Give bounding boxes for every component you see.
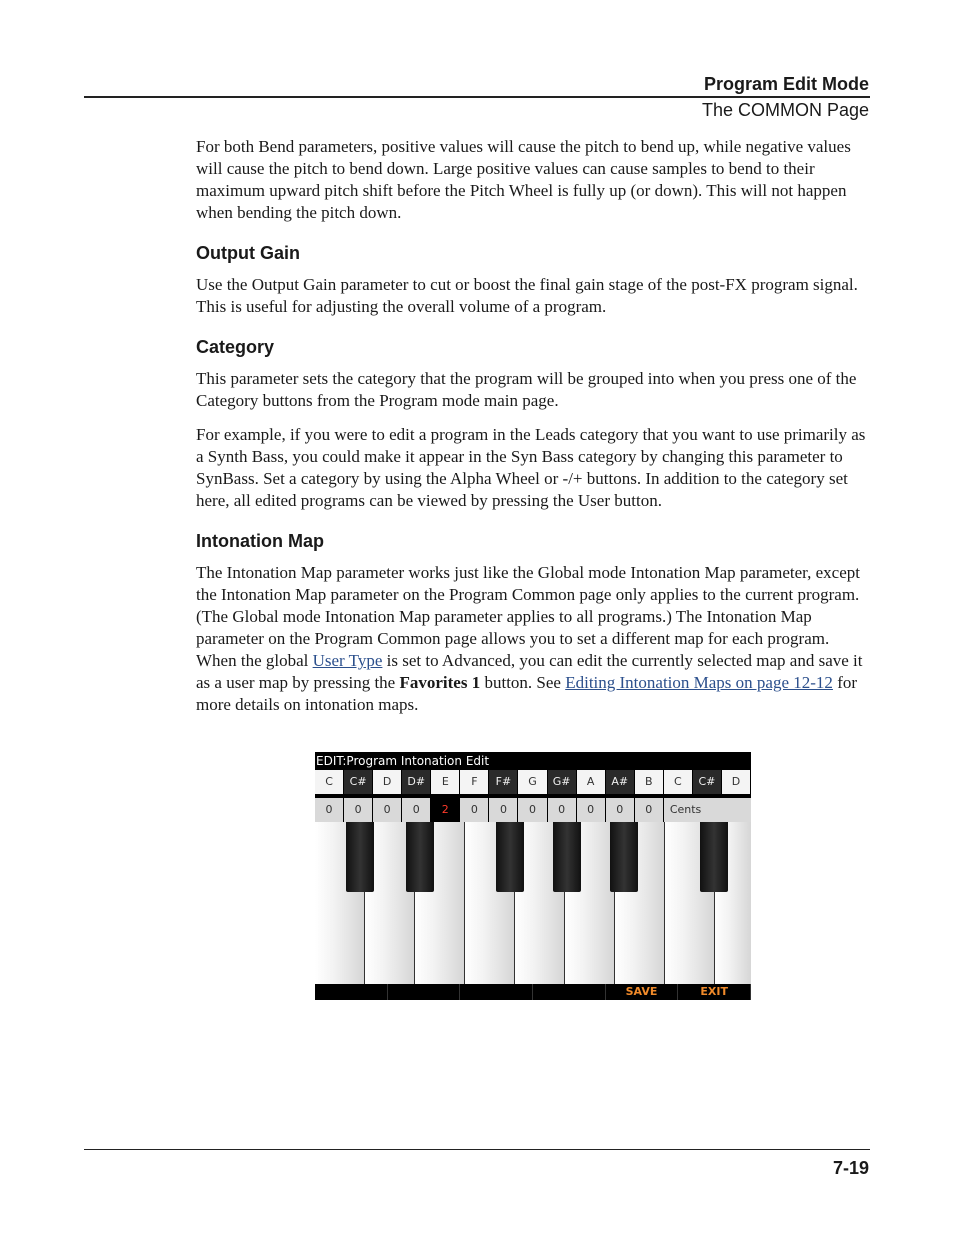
footer-rule (84, 1149, 870, 1150)
softbutton-empty[interactable] (388, 984, 461, 1000)
note-label: E (431, 770, 459, 794)
note-label: A# (606, 770, 634, 794)
intonation-map-paragraph (196, 562, 872, 716)
note-label: C (315, 770, 343, 794)
cents-value[interactable]: 0 (577, 798, 605, 822)
softbutton-empty[interactable] (460, 984, 533, 1000)
cents-value[interactable]: 0 (635, 798, 663, 822)
cents-value[interactable]: 0 (489, 798, 517, 822)
header-subtitle: The COMMON Page (701, 100, 869, 120)
intonation-edit-screen (315, 752, 751, 1000)
screen-title: EDIT:Program Intonation Edit (316, 754, 490, 768)
keyboard-area (315, 770, 751, 984)
note-label: D (373, 770, 401, 794)
cents-value[interactable]: 0 (460, 798, 488, 822)
note-label: B (635, 770, 663, 794)
cents-value[interactable]: 0 (518, 798, 546, 822)
softbutton-save[interactable]: SAVE (606, 984, 679, 1000)
cents-value[interactable]: 0 (606, 798, 634, 822)
note-label: G# (548, 770, 576, 794)
main-content (196, 136, 872, 728)
units-label: Cents (664, 798, 751, 822)
black-key (553, 822, 581, 892)
cents-value[interactable]: 0 (402, 798, 430, 822)
note-label: C (664, 770, 692, 794)
note-label: D# (402, 770, 430, 794)
black-key (610, 822, 638, 892)
category-heading: Category (196, 337, 275, 357)
cents-value[interactable]: 0 (344, 798, 372, 822)
cents-value[interactable]: 0 (373, 798, 401, 822)
favorites-bold: Favorites 1 (399, 673, 481, 692)
cents-value[interactable]: 2 (431, 798, 459, 822)
note-label: G (518, 770, 546, 794)
header-rule (84, 96, 870, 98)
user-type-link[interactable]: User Type (312, 651, 383, 670)
editing-intonation-maps-link[interactable]: Editing Intonation Maps on page 12-12 (565, 673, 833, 692)
header-title: Program Edit Mode (703, 74, 869, 94)
category-paragraph-1: This parameter sets the category that the program will be grouped into when you press one of the Category buttons from the Program mode main page. (196, 369, 857, 410)
intonation-text-start: The Intonation Map parameter works just like the Global mode Intonation Map parameter, except the Intonation Map parameter on the Program Common page only applies to the current program. (The Global mode Intonation Map parameter applies to all programs.) The Intonation Map parameter on the Program Common page allows you to set a different map for each program. When the global (196, 563, 860, 670)
softbutton-empty[interactable] (533, 984, 606, 1000)
black-key (496, 822, 524, 892)
note-label: A (577, 770, 605, 794)
category-paragraph-2: For example, if you were to edit a program in the Leads category that you want to use primarily as a Synth Bass, you could make it appear in the Syn Bass category by changing this parameter to SynBass. Set a category by using the Alpha Wheel or -/+ buttons. In addition to the category set here, all edited programs can be viewed by pressing the User button. (196, 425, 866, 510)
intonation-text-end: for more details on intonation maps. (196, 673, 858, 714)
note-label: F (460, 770, 488, 794)
output-gain-paragraph: Use the Output Gain parameter to cut or boost the final gain stage of the post-FX program signal. This is useful for adjusting the overall volume of a program. (196, 275, 858, 316)
note-label: F# (489, 770, 517, 794)
note-label: D (722, 770, 750, 794)
softbutton-exit[interactable]: EXIT (678, 984, 751, 1000)
page-number: 7-19 (832, 1158, 869, 1178)
cents-value[interactable]: 0 (315, 798, 343, 822)
note-label: C# (693, 770, 721, 794)
black-key (346, 822, 374, 892)
cents-value[interactable]: 0 (548, 798, 576, 822)
softbutton-empty[interactable] (315, 984, 388, 1000)
output-gain-heading: Output Gain (196, 243, 300, 263)
intonation-text-mid: is set to Advanced, you can edit the currently selected map and save it as a user map by pressing the (196, 651, 863, 692)
intonation-map-heading: Intonation Map (196, 531, 324, 551)
black-key (700, 822, 728, 892)
bend-paragraph: For both Bend parameters, positive values will cause the pitch to bend up, while negative values will cause the pitch to bend down. Large positive values can cause samples to bend to their maximum upward pitch shift before the Pitch Wheel is fully up (or down). This will not happen when bending the pitch down. (196, 137, 851, 222)
note-label: C# (344, 770, 372, 794)
black-key (406, 822, 434, 892)
softbutton-bar (315, 984, 751, 1000)
intonation-text-mid2: button. See (480, 673, 566, 692)
